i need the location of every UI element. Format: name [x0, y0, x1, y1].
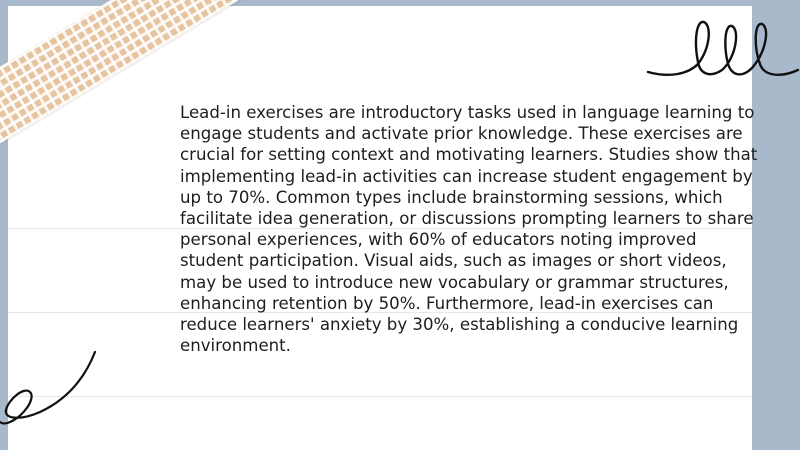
- body-paragraph: Lead-in exercises are introductory tasks used in language learning to engage students and activate prior knowledge. These exercises are crucial for setting context and motivating learners. Studies show that implementing lead-in activities can increase student engagement by up to 70%. Common types include brainstorming sessions, which facilitate idea generation, or discussions prompting learners to share personal experiences, with 60% of educators noting improved student participation. Visual aids, such as images or short videos, may be used to introduce new vocabulary or grammar structures, enhancing retention by 50%. Furthermore, lead-in exercises can reduce learners' anxiety by 30%, establishing a conducive learning environment.: [180, 103, 758, 356]
- ruled-line: [8, 396, 752, 397]
